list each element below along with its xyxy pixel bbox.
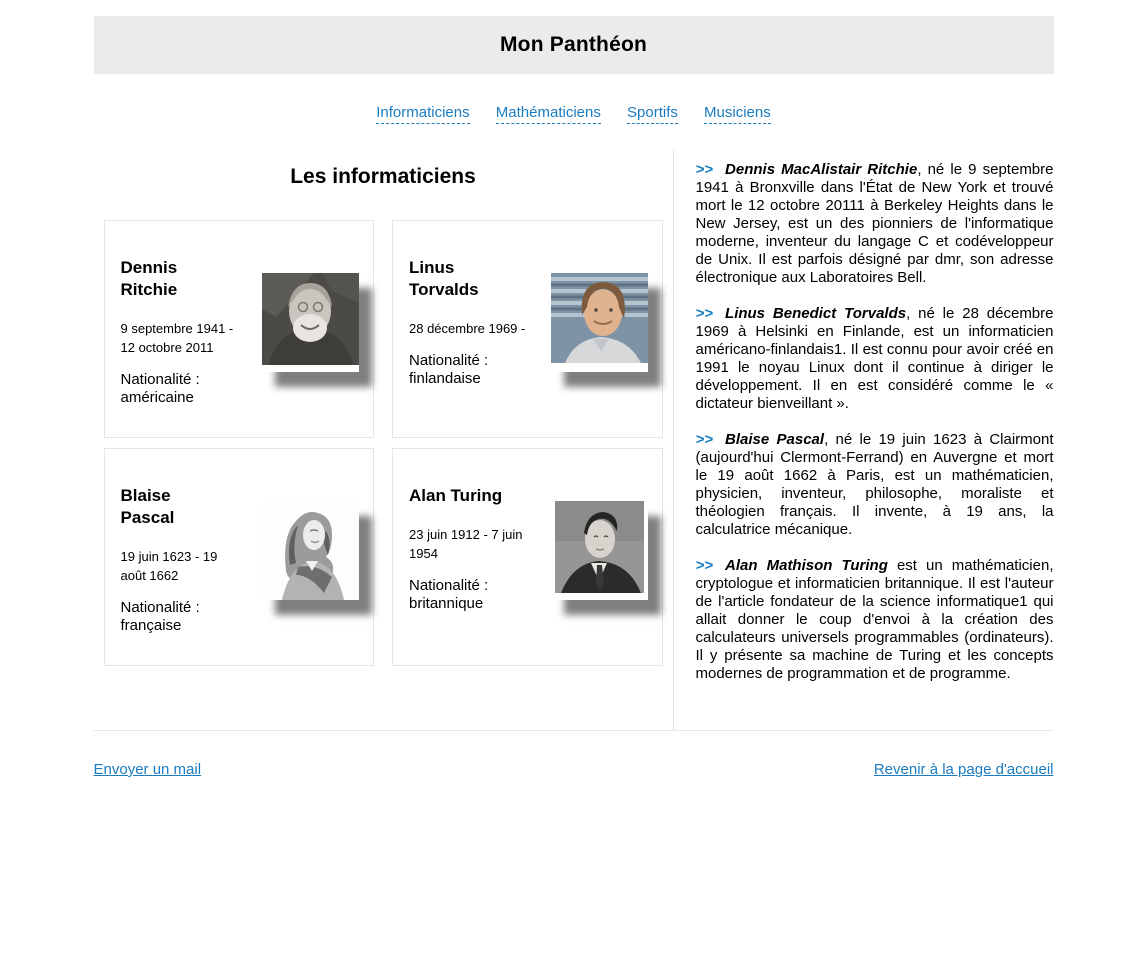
card-nationality: Nationalité : américaine [120,371,200,406]
cards-grid [104,220,663,666]
card-person-name: Dennis Ritchie [120,258,178,299]
card-blaise-pascal [104,448,375,666]
main-column [94,149,673,730]
bio-text: , né le 9 septembre 1941 à Bronxville dans l'État de New York et trouvé mort le 12 octobre 20111 à Berkeley Heights dans le New Jersey, est un des pionniers de l'informatique moderne, inventeur du langage C et codéveloppeur de Unix. Il est parfois désigné par dmr, son adresse électronique aux Laboratoires Bell. [695,161,1054,286]
bio-person-name: Dennis MacAlistair Ritchie [725,161,918,178]
card-person-name: Alan Turing [409,486,503,505]
card-text [409,485,527,637]
page-header [94,16,1054,74]
nav-link-musiciens[interactable]: Musiciens [704,104,771,124]
bio-paragraph-turing [696,557,1054,683]
card-nationality: Nationalité : finlandaise [409,352,489,387]
nav-link-informaticiens[interactable]: Informaticiens [376,104,469,124]
bio-person-name: Linus Benedict Torvalds [725,305,907,322]
section-heading: Les informaticiens [290,165,476,188]
nav-link-mathematiciens[interactable]: Mathématiciens [496,104,601,124]
card-person-name: Blaise Pascal [120,486,175,527]
site-title: Mon Panthéon [499,33,648,56]
card-linus-torvalds [392,220,663,438]
nav-link-sportifs[interactable]: Sportifs [627,104,678,124]
bio-text: , né le 19 juin 1623 à Clairmont (aujourd'hui Clermont-Ferrand) en Auvergne et mort le 19 août 1662 à Paris, est un mathématicien, physicien, inventeur, philosophe, moraliste et théologien français. Il invente, à 19 ans, la calculatrice mécanique. [695,431,1054,538]
bio-paragraph-pascal [696,431,1054,539]
card-dates: 19 juin 1623 - 19 août 1662 [120,549,218,583]
main-nav [94,104,1054,121]
linus-torvalds-photo [551,273,648,372]
bio-paragraph-ritchie [696,161,1054,287]
bio-person-name: Blaise Pascal [725,431,825,448]
card-dates: 23 juin 1912 - 7 juin 1954 [409,527,523,561]
dennis-ritchie-photo [262,273,359,372]
bio-marker: >> [695,431,714,448]
back-home-link[interactable]: Revenir à la page d'accueil [873,761,1054,778]
bio-text: , né le 28 décembre 1969 à Helsinki en Finlande, est un informaticien américano-finlandais1. Il est connu pour avoir créé en 1991 le noyau Linux dont il continue à diriger le développement. Il en est considéré comme le « dictateur bienveillant ». [695,305,1054,412]
card-dennis-ritchie [104,220,375,438]
bio-marker: >> [695,305,714,322]
bio-text: est un mathématicien, cryptologue et informaticien britannique. Il est l'auteur de l'article fondateur de la science informatique1 qui allait donner le coup d'envoi à la création des calculateurs universels programmables (ordinateurs). Il y présente sa machine de Turing et les concepts modernes de programmation et de programme. [695,557,1054,682]
card-dates: 9 septembre 1941 - 12 octobre 2011 [120,321,234,355]
bio-marker: >> [695,161,714,178]
bio-person-name: Alan Mathison Turing [725,557,888,574]
alan-turing-photo [551,501,648,600]
card-text [121,485,239,637]
card-nationality: Nationalité : britannique [409,577,489,612]
send-mail-link[interactable]: Envoyer un mail [93,761,202,778]
content-row [94,149,1054,731]
blaise-pascal-photo [262,501,359,600]
page-footer [94,761,1054,818]
card-text [121,257,239,409]
page-container [94,0,1054,818]
bio-marker: >> [695,557,714,574]
card-nationality: Nationalité : française [120,599,200,634]
card-person-name: Linus Torvalds [409,258,479,299]
bio-paragraph-torvalds [696,305,1054,413]
card-dates: 28 décembre 1969 - [409,321,526,336]
card-alan-turing [392,448,663,666]
biography-column [673,149,1054,730]
card-text [409,257,527,409]
